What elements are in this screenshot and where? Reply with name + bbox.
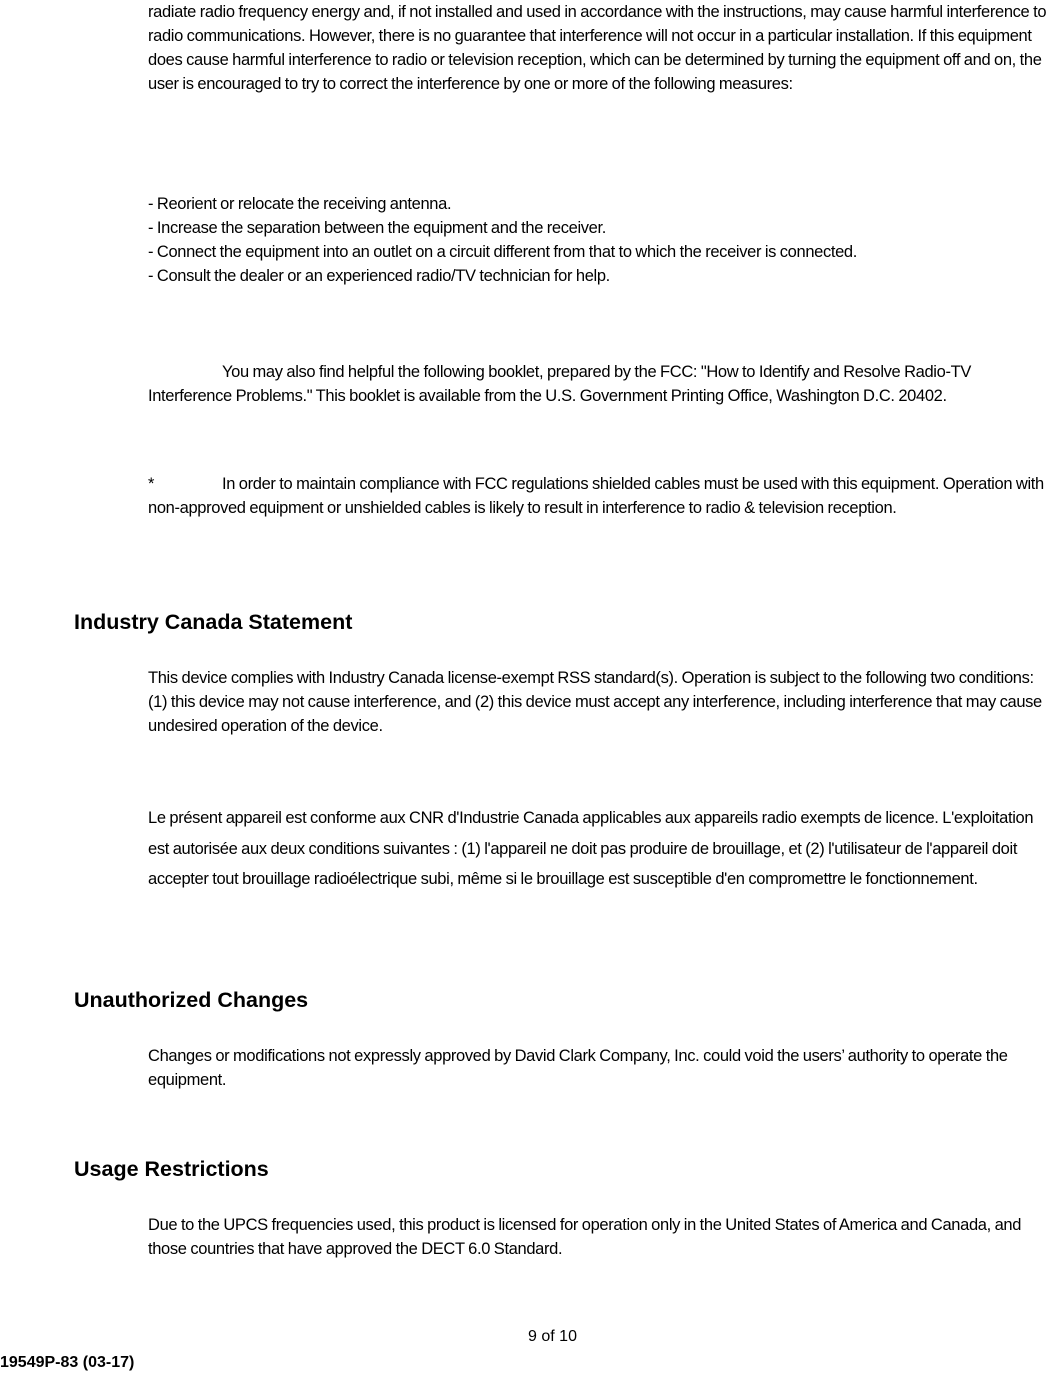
list-item: - Increase the separation between the equipment and the receiver.	[148, 219, 606, 237]
unauthorized-changes-paragraph: Changes or modifications not expressly approved by David Clark Company, Inc. could void the users’ authority to operate the equipment.	[148, 1047, 1008, 1089]
fcc-measures-list	[148, 192, 1052, 288]
note-marker: *	[148, 475, 155, 493]
industry-canada-french-paragraph: Le présent appareil est conforme aux CNR d'Industrie Canada applicables aux appareils radio exempts de licence. L'exploitation est autorisée aux deux conditions suivantes : (1) l'appareil ne doit pas produire de brouillage, et (2) l'utilisateur de l'appareil doit accepter tout brouillage radioélectrique subi, même si le brouillage est susceptible d'en compromettre le fonctionnement.	[148, 809, 1034, 888]
list-item: - Consult the dealer or an experienced radio/TV technician for help.	[148, 267, 610, 285]
fcc-note-text: In order to maintain compliance with FCC regulations shielded cables must be used with this equipment. Operation with non-approved equipment or unshielded cables is likely to result in interference to radio & television reception.	[148, 475, 1044, 517]
industry-canada-heading: Industry Canada Statement	[74, 610, 353, 634]
usage-restrictions-heading: Usage Restrictions	[74, 1157, 269, 1181]
list-item: - Reorient or relocate the receiving antenna.	[148, 195, 452, 213]
fcc-booklet-text: You may also find helpful the following booklet, prepared by the FCC: "How to Identify and Resolve Radio-TV Interference Problems." This booklet is available from the U.S. Government Printing Office, Washington D.C. 20402.	[148, 363, 971, 405]
unauthorized-changes-heading: Unauthorized Changes	[74, 988, 309, 1012]
page-number: 9 of 10	[528, 1328, 577, 1345]
fcc-note-paragraph	[148, 472, 1052, 520]
fcc-intro-paragraph: radiate radio frequency energy and, if not installed and used in accordance with the instructions, may cause harmful interference to radio communications. However, there is no guarantee that interference will not occur in a particular installation. If this equipment does cause harmful interference to radio or television reception, which can be determined by turning the equipment off and on, the user is encouraged to try to correct the interference by one or more of the following measures:	[148, 3, 1047, 93]
list-item: - Connect the equipment into an outlet on a circuit different from that to which the receiver is connected.	[148, 243, 857, 261]
industry-canada-english-paragraph: This device complies with Industry Canada license-exempt RSS standard(s). Operation is subject to the following two conditions: (1) this device may not cause interference, and (2) this device must accept any interference, including interference that may cause undesired operation of the device.	[148, 669, 1042, 735]
document-code: 19549P-83 (03-17)	[0, 1354, 135, 1371]
usage-restrictions-paragraph: Due to the UPCS frequencies used, this product is licensed for operation only in the United States of America and Canada, and those countries that have approved the DECT 6.0 Standard.	[148, 1216, 1022, 1258]
fcc-booklet-paragraph	[148, 360, 1052, 408]
